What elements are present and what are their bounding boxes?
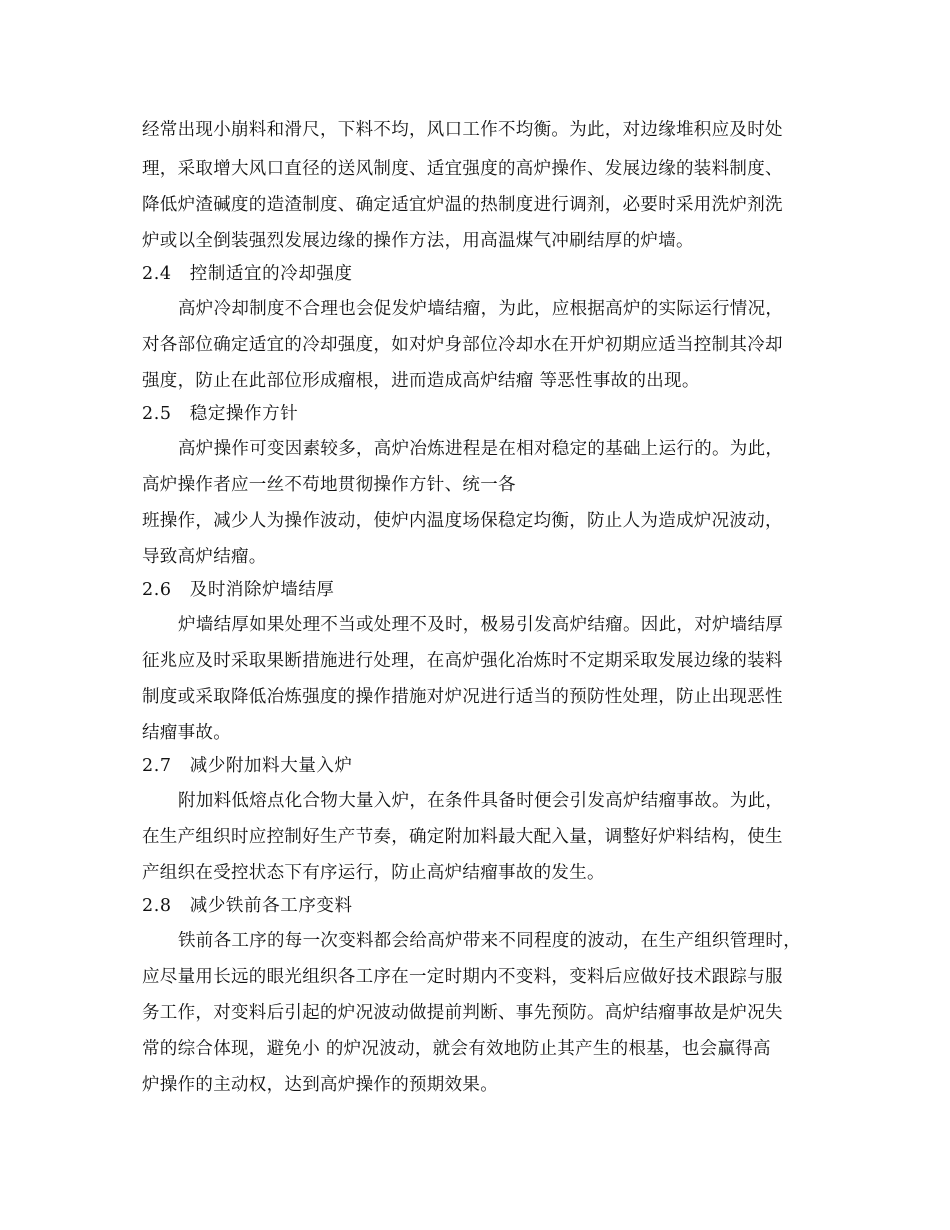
body-text-line: 务工作，对变料后引起的炉况波动做提前判断、事先预防。高炉结瘤事故是炉况失 [142,1003,783,1023]
body-text-line: 高炉操作者应一丝不苟地贯彻操作方针、统一各 [142,475,516,495]
body-text-line: 强度，防止在此部位形成瘤根，进而造成高炉结瘤 等恶性事故的出现。 [142,371,700,391]
body-text-line: 理，采取增大风口直径的送风制度、适宜强度的高炉操作、发展边缘的装料制度、 [142,159,783,179]
section-heading-2-4: 2.4 控制适宜的冷却强度 [142,264,353,284]
body-text-line: 制度或采取降低冶炼强度的操作措施对炉况进行适当的预防性处理，防止出现恶性 [142,687,783,707]
body-text-line: 铁前各工序的每一次变料都会给高炉带来不同程度的波动，在生产组织管理时， [178,931,801,951]
body-text-line: 班操作，减少人为操作波动，使炉内温度场保稳定均衡，防止人为造成炉况波动， [142,511,783,531]
body-text-line: 结瘤事故。 [142,723,231,743]
body-text-line: 高炉操作可变因素较多，高炉冶炼进程是在相对稳定的基础上运行的。为此， [178,439,784,459]
body-text-line: 炉操作的主动权，达到高炉操作的预期效果。 [142,1075,498,1095]
body-text-line: 在生产组织时应控制好生产节奏，确定附加料最大配入量，调整好炉料结构，使生 [142,827,783,847]
section-heading-2-7: 2.7 减少附加料大量入炉 [142,756,353,776]
body-text-line: 应尽量用长远的眼光组织各工序在一定时期内不变料，变料后应做好技术跟踪与服 [142,967,783,987]
body-text-line: 附加料低熔点化合物大量入炉，在条件具备时便会引发高炉结瘤事故。为此， [178,791,784,811]
body-text-line: 经常出现小崩料和滑尺，下料不均，风口工作不均衡。为此，对边缘堆积应及时处 [142,120,783,140]
body-text-line: 降低炉渣碱度的造渣制度、确定适宜炉温的热制度进行调剂，必要时采用洗炉剂洗 [142,195,783,215]
body-text-line: 对各部位确定适宜的冷却强度，如对炉身部位冷却水在开炉初期应适当控制其冷却 [142,335,783,355]
body-text-line: 导致高炉结瘤。 [142,547,267,567]
body-text-line: 炉墙结厚如果处理不当或处理不及时，极易引发高炉结瘤。因此，对炉墙结厚 [178,615,784,635]
section-heading-2-8: 2.8 减少铁前各工序变料 [142,896,353,916]
body-text-line: 征兆应及时采取果断措施进行处理，在高炉强化冶炼时不定期采取发展边缘的装料 [142,651,783,671]
section-heading-2-6: 2.6 及时消除炉墙结厚 [142,580,335,600]
body-text-line: 常的综合体现，避免小 的炉况波动，就会有效地防止其产生的根基，也会赢得高 [142,1039,771,1059]
body-text-line: 炉或以全倒装强烈发展边缘的操作方法，用高温煤气冲刷结厚的炉墙。 [142,231,694,251]
body-text-line: 高炉冷却制度不合理也会促发炉墙结瘤，为此，应根据高炉的实际运行情况， [178,299,784,319]
body-text-line: 产组织在受控状态下有序运行，防止高炉结瘤事故的发生。 [142,863,605,883]
section-heading-2-5: 2.5 稳定操作方针 [142,404,299,424]
